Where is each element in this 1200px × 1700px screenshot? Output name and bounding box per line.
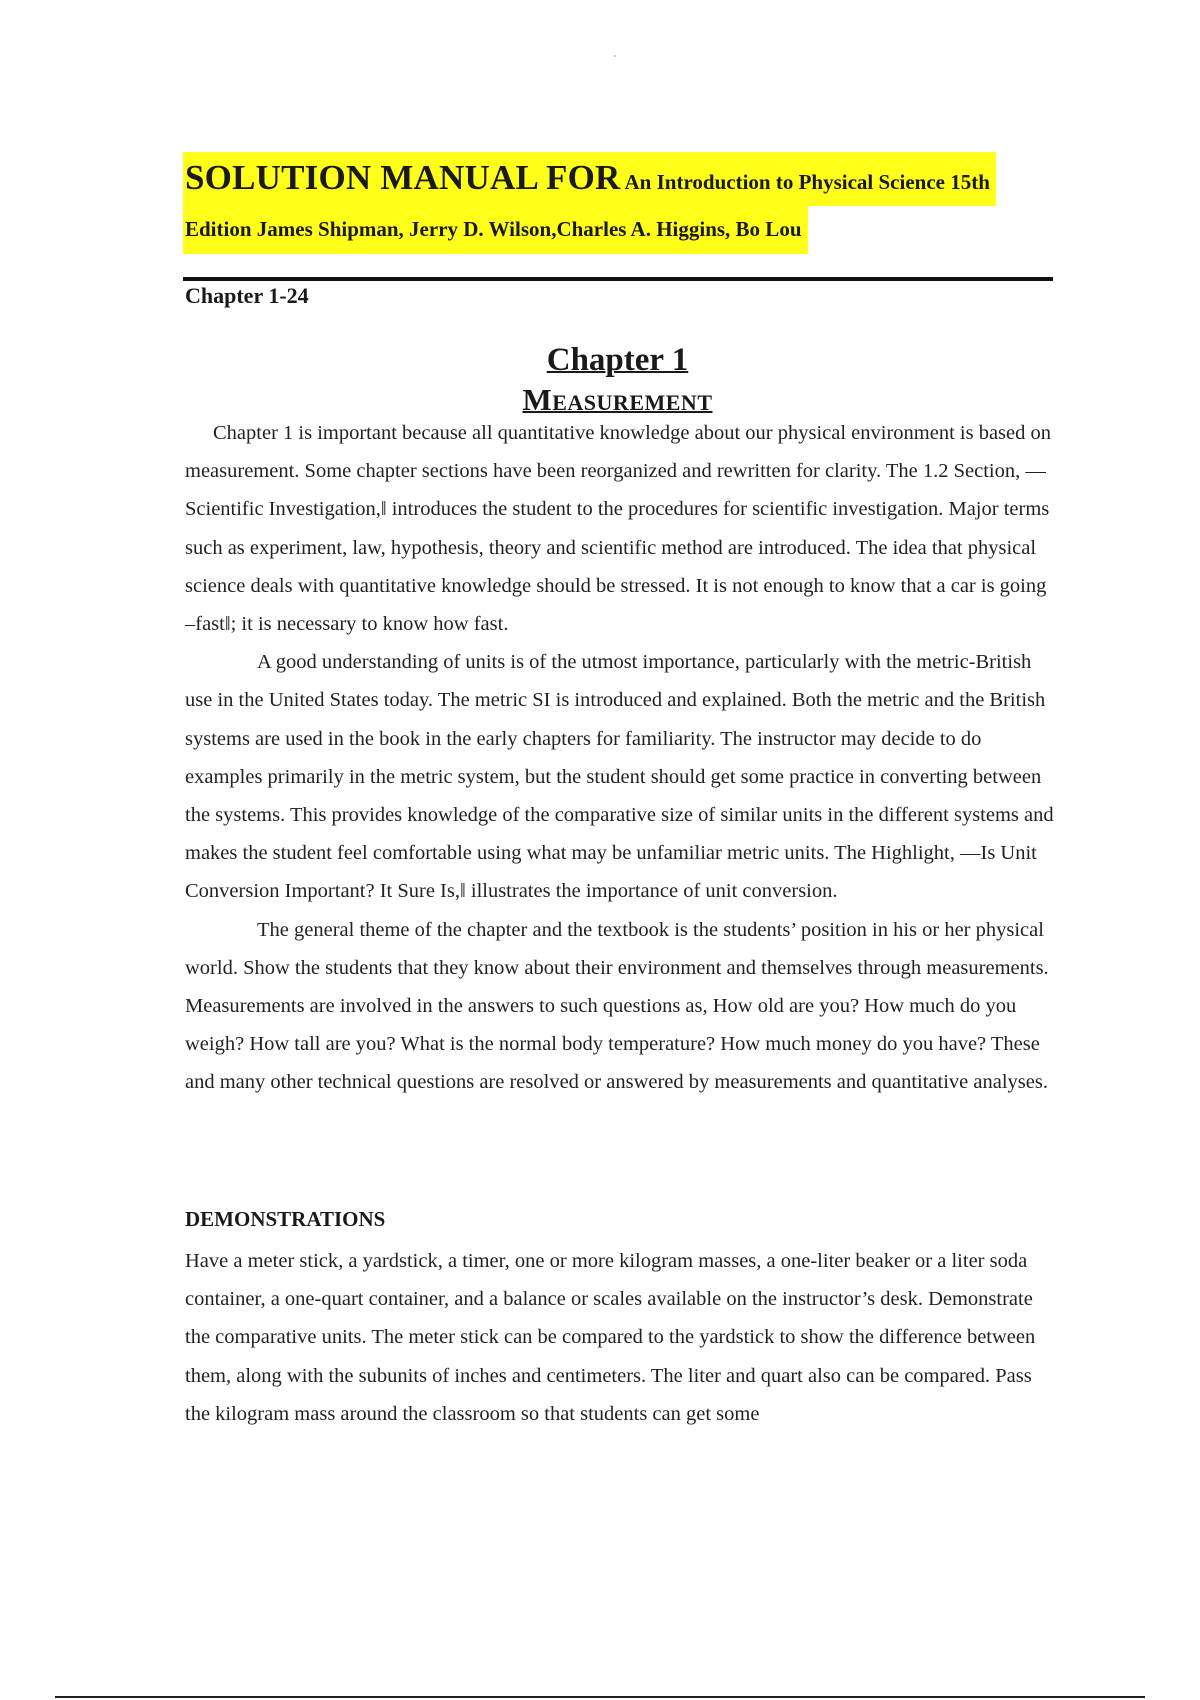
- title-line-1: [183, 152, 996, 206]
- title-line-2: [183, 206, 808, 254]
- title-solution-manual: SOLUTION MANUAL FOR: [185, 158, 621, 197]
- scan-speck: [614, 55, 616, 57]
- header-rule: [183, 277, 1053, 281]
- title-authors: Edition James Shipman, Jerry D. Wilson,Charles A. Higgins, Bo Lou: [185, 217, 802, 241]
- chapter-heading: [0, 340, 1200, 420]
- paragraph-1: Chapter 1 is important because all quantitative knowledge about our physical environment is based on measurement. Some chapter sections have been reorganized and rewritten for clarity. The 1.2 Section, —Scientific Investigation,‖ introduces the student to the procedures for scientific investigation. Major terms such as experiment, law, hypothesis, theory and scientific method are introduced. The idea that physical science deals with quantitative knowledge should be stressed. It is not enough to know that a car is going –fast‖; it is necessary to know how fast.: [185, 422, 1052, 636]
- chapter-number: Chapter 1: [546, 342, 689, 378]
- demonstrations-body: [185, 1242, 1055, 1433]
- chapter-range: Chapter 1-24: [185, 283, 309, 308]
- title-book-name: An Introduction to Physical Science 15th: [624, 170, 990, 194]
- chapter-title: Measurement: [522, 382, 713, 417]
- title-block: [183, 152, 1063, 254]
- demonstrations-heading: DEMONSTRATIONS: [185, 1207, 386, 1231]
- paragraph-2: A good understanding of units is of the utmost importance, particularly with the metric-British use in the United States today. The metric SI is introduced and explained. Both the metric and the British systems are used in the book in the early chapters for familiarity. The instructor may decide to do examples primarily in the metric system, but the student should get some practice in converting between the systems. This provides knowledge of the comparative size of similar units in the different systems and makes the student feel comfortable using what may be unfamiliar metric units. The Highlight, —Is Unit Conversion Important? It Sure Is,‖ illustrates the importance of unit conversion.: [185, 651, 1054, 903]
- footer-rule: [55, 1696, 1145, 1698]
- chapter-intro: [185, 414, 1055, 1102]
- paragraph-3: The general theme of the chapter and the textbook is the students’ position in his or her physical world. Show the students that they know about their environment and themselves through measurements. Measurements are involved in the answers to such questions as, How old are you? How much do you weigh? How tall are you? What is the normal body temperature? How much money do you have? These and many other technical questions are resolved or answered by measurements and quantitative analyses.: [185, 918, 1049, 1094]
- demonstrations-paragraph: Have a meter stick, a yardstick, a timer, one or more kilogram masses, a one-liter beaker or a liter soda container, a one-quart container, and a balance or scales available on the instructor’s desk. Demonstrate the comparative units. The meter stick can be compared to the yardstick to show the difference between them, along with the subunits of inches and centimeters. The liter and quart also can be compared. Pass the kilogram mass around the classroom so that students can get some: [185, 1250, 1036, 1425]
